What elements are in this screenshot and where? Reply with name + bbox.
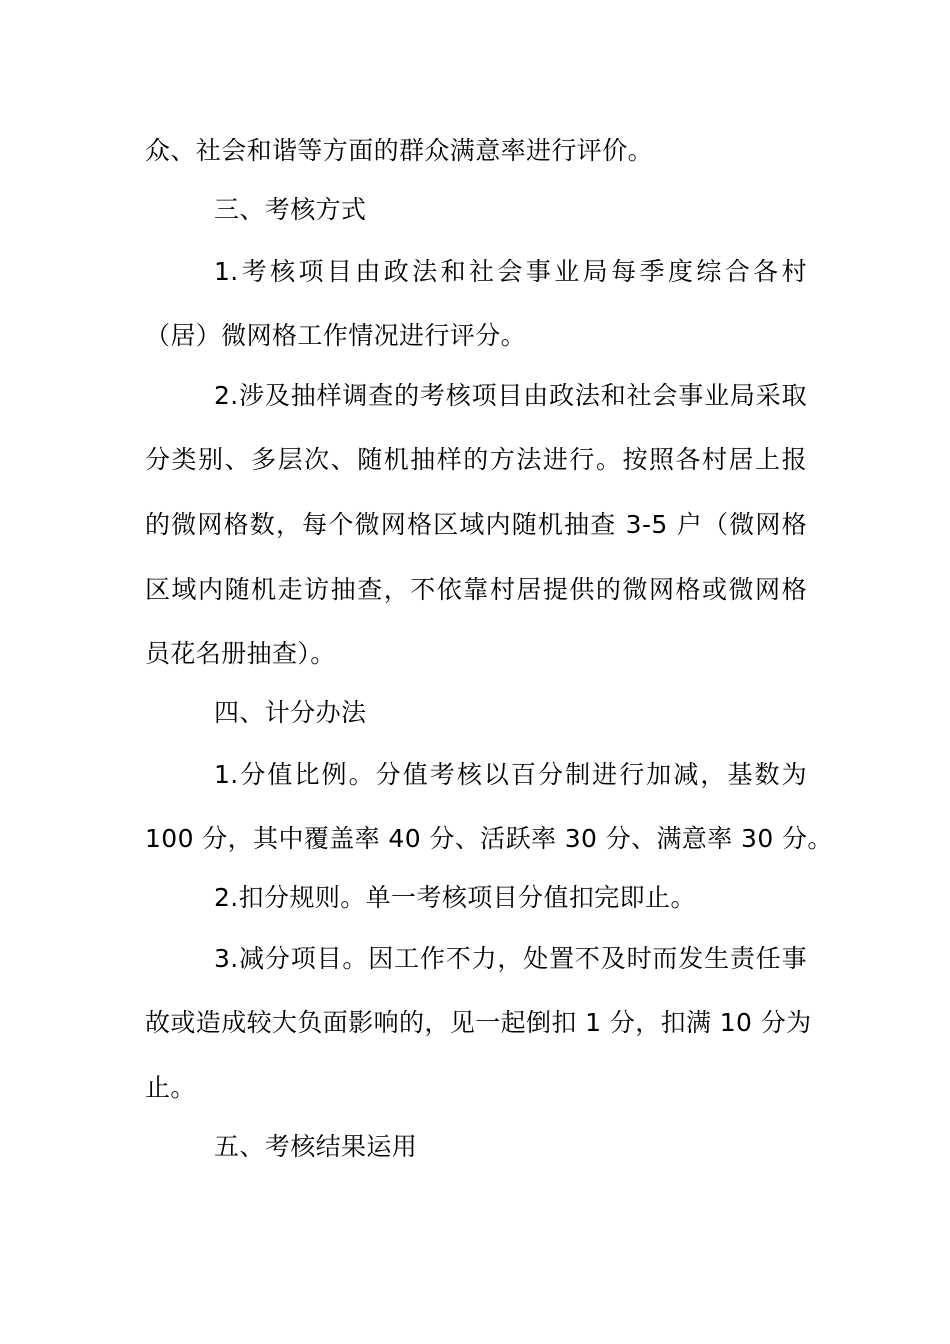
paragraph-line-1: 众、社会和谐等方面的群众满意率进行评价。 [145, 136, 654, 165]
paragraph-line-13: 2.扣分规则。单一考核项目分值扣完即止。 [214, 883, 696, 912]
paragraph-line-4: （居）微网格工作情况进行评分。 [145, 321, 527, 350]
paragraph-line-3: 1.考核项目由政法和社会事业局每季度综合各村 [214, 257, 807, 286]
paragraph-line-12: 100 分，其中覆盖率 40 分、活跃率 30 分、满意率 30 分。 [145, 824, 833, 853]
paragraph-line-6: 分类别、多层次、随机抽样的方法进行。按照各村居上报 [145, 445, 807, 474]
section-heading-4: 四、计分办法 [214, 698, 367, 727]
paragraph-line-15: 故或造成较大负面影响的，见一起倒扣 1 分，扣满 10 分为 [145, 1008, 812, 1037]
paragraph-line-7: 的微网格数，每个微网格区域内随机抽查 3-5 户（微网格 [145, 510, 807, 539]
paragraph-line-11: 1.分值比例。分值考核以百分制进行加减，基数为 [214, 760, 807, 789]
paragraph-line-16: 止。 [145, 1073, 196, 1102]
section-heading-5: 五、考核结果运用 [214, 1132, 418, 1161]
section-heading-3: 三、考核方式 [214, 195, 367, 224]
paragraph-line-8: 区域内随机走访抽查，不依靠村居提供的微网格或微网格 [145, 575, 807, 604]
paragraph-line-14: 3.减分项目。因工作不力，处置不及时而发生责任事 [214, 944, 807, 973]
paragraph-line-5: 2.涉及抽样调查的考核项目由政法和社会事业局采取 [214, 381, 807, 410]
paragraph-line-9: 员花名册抽查）。 [145, 639, 336, 668]
